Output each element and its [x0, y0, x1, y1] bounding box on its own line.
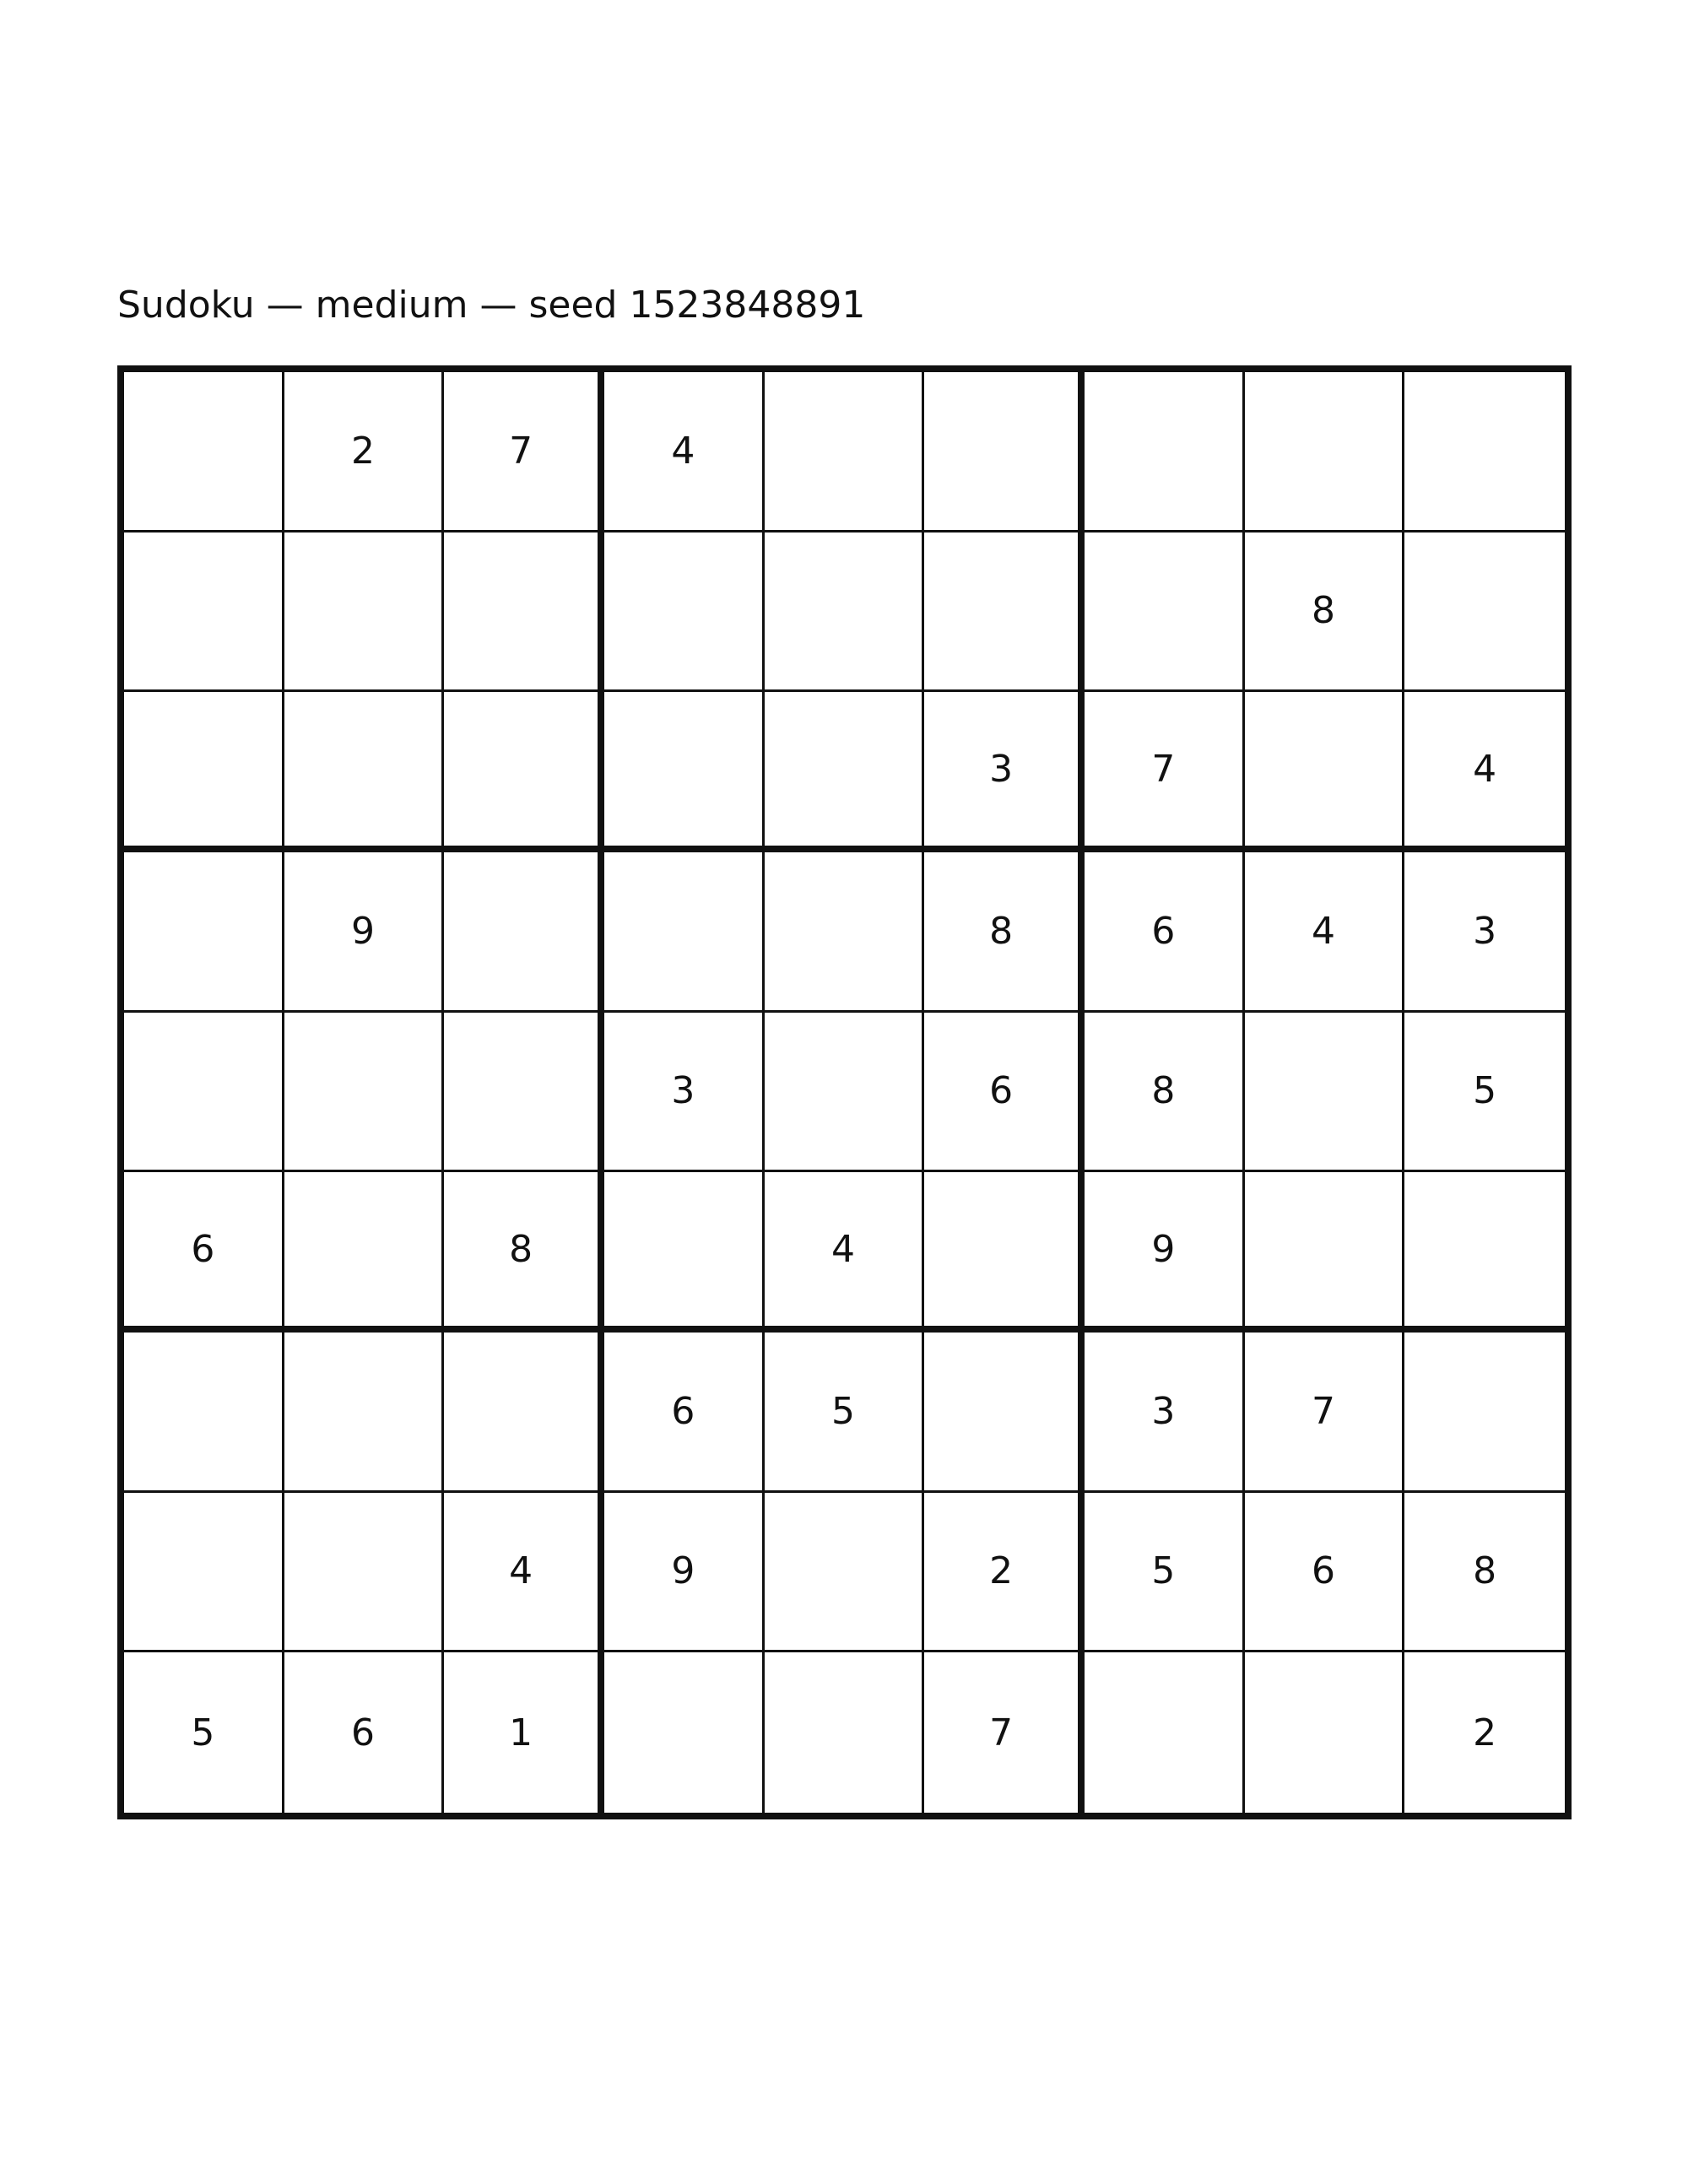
sudoku-cell-r3c1[interactable]: [124, 692, 284, 852]
sudoku-cell-r4c9[interactable]: 3: [1404, 852, 1565, 1013]
sudoku-cell-r5c8[interactable]: [1245, 1013, 1405, 1173]
puzzle-title: Sudoku — medium — seed 1523848891: [117, 284, 866, 327]
sudoku-cell-r2c2[interactable]: [284, 532, 445, 693]
sudoku-cell-r9c4[interactable]: [604, 1652, 765, 1813]
sudoku-cell-r4c7[interactable]: 6: [1085, 852, 1245, 1013]
sudoku-cell-r3c8[interactable]: [1245, 692, 1405, 852]
sudoku-cell-r4c8[interactable]: 4: [1245, 852, 1405, 1013]
sudoku-cell-r9c8[interactable]: [1245, 1652, 1405, 1813]
sudoku-cell-r6c9[interactable]: [1404, 1172, 1565, 1333]
sudoku-cell-r8c1[interactable]: [124, 1493, 284, 1653]
sudoku-cell-r1c2[interactable]: 2: [284, 372, 445, 532]
sudoku-cell-r3c2[interactable]: [284, 692, 445, 852]
sudoku-cell-r4c1[interactable]: [124, 852, 284, 1013]
sudoku-cell-r6c2[interactable]: [284, 1172, 445, 1333]
sudoku-cell-r2c3[interactable]: [444, 532, 604, 693]
sudoku-cell-r8c6[interactable]: 2: [924, 1493, 1085, 1653]
sudoku-cell-r8c5[interactable]: [765, 1493, 925, 1653]
sudoku-cell-r2c1[interactable]: [124, 532, 284, 693]
sudoku-cell-r4c2[interactable]: 9: [284, 852, 445, 1013]
sudoku-cell-r7c5[interactable]: 5: [765, 1333, 925, 1493]
sudoku-cell-r7c7[interactable]: 3: [1085, 1333, 1245, 1493]
sudoku-cell-r3c6[interactable]: 3: [924, 692, 1085, 852]
sudoku-cell-r9c1[interactable]: 5: [124, 1652, 284, 1813]
sudoku-cell-r5c3[interactable]: [444, 1013, 604, 1173]
sudoku-cell-r6c7[interactable]: 9: [1085, 1172, 1245, 1333]
sudoku-cell-r8c7[interactable]: 5: [1085, 1493, 1245, 1653]
sudoku-cell-r6c4[interactable]: [604, 1172, 765, 1333]
sudoku-cell-r5c6[interactable]: 6: [924, 1013, 1085, 1173]
sudoku-cell-r3c4[interactable]: [604, 692, 765, 852]
sudoku-cell-r9c2[interactable]: 6: [284, 1652, 445, 1813]
sudoku-cell-r5c5[interactable]: [765, 1013, 925, 1173]
sudoku-cell-r2c9[interactable]: [1404, 532, 1565, 693]
sudoku-board: [117, 365, 1572, 1819]
sudoku-cell-r1c1[interactable]: [124, 372, 284, 532]
sudoku-cell-r6c5[interactable]: 4: [765, 1172, 925, 1333]
sudoku-cell-r2c6[interactable]: [924, 532, 1085, 693]
sudoku-cell-r7c6[interactable]: [924, 1333, 1085, 1493]
sudoku-cell-r1c9[interactable]: [1404, 372, 1565, 532]
sudoku-cell-r1c7[interactable]: [1085, 372, 1245, 532]
sudoku-cell-r1c6[interactable]: [924, 372, 1085, 532]
sudoku-cell-r7c2[interactable]: [284, 1333, 445, 1493]
sudoku-cell-r7c1[interactable]: [124, 1333, 284, 1493]
sudoku-cell-r1c8[interactable]: [1245, 372, 1405, 532]
sudoku-cell-r9c6[interactable]: 7: [924, 1652, 1085, 1813]
sudoku-cell-r2c5[interactable]: [765, 532, 925, 693]
sudoku-cell-r7c4[interactable]: 6: [604, 1333, 765, 1493]
sudoku-cell-r5c2[interactable]: [284, 1013, 445, 1173]
sudoku-cell-r5c1[interactable]: [124, 1013, 284, 1173]
sudoku-cell-r5c7[interactable]: 8: [1085, 1013, 1245, 1173]
sudoku-cell-r5c4[interactable]: 3: [604, 1013, 765, 1173]
sudoku-cell-r9c7[interactable]: [1085, 1652, 1245, 1813]
sudoku-cell-r7c3[interactable]: [444, 1333, 604, 1493]
sudoku-cell-r4c4[interactable]: [604, 852, 765, 1013]
sudoku-cell-r3c9[interactable]: 4: [1404, 692, 1565, 852]
sudoku-cell-r6c6[interactable]: [924, 1172, 1085, 1333]
sudoku-cell-r9c3[interactable]: 1: [444, 1652, 604, 1813]
sudoku-cell-r8c4[interactable]: 9: [604, 1493, 765, 1653]
sudoku-cell-r8c8[interactable]: 6: [1245, 1493, 1405, 1653]
sudoku-cell-r4c3[interactable]: [444, 852, 604, 1013]
sudoku-cell-r8c2[interactable]: [284, 1493, 445, 1653]
sudoku-cell-r1c3[interactable]: 7: [444, 372, 604, 532]
sudoku-cell-r6c3[interactable]: 8: [444, 1172, 604, 1333]
sudoku-cell-r8c3[interactable]: 4: [444, 1493, 604, 1653]
sudoku-cell-r2c7[interactable]: [1085, 532, 1245, 693]
sudoku-cell-r8c9[interactable]: 8: [1404, 1493, 1565, 1653]
sudoku-cell-r9c5[interactable]: [765, 1652, 925, 1813]
sudoku-cell-r2c4[interactable]: [604, 532, 765, 693]
sudoku-cell-r4c6[interactable]: 8: [924, 852, 1085, 1013]
sudoku-cell-r3c3[interactable]: [444, 692, 604, 852]
sudoku-cell-r2c8[interactable]: 8: [1245, 532, 1405, 693]
sudoku-cell-r3c5[interactable]: [765, 692, 925, 852]
sudoku-cell-r5c9[interactable]: 5: [1404, 1013, 1565, 1173]
sudoku-cell-r4c5[interactable]: [765, 852, 925, 1013]
sudoku-cell-r6c8[interactable]: [1245, 1172, 1405, 1333]
sudoku-cell-r7c8[interactable]: 7: [1245, 1333, 1405, 1493]
sudoku-cell-r9c9[interactable]: 2: [1473, 1711, 1497, 1754]
sudoku-cell-r1c4[interactable]: 4: [604, 372, 765, 532]
sudoku-cell-r3c7[interactable]: 7: [1085, 692, 1245, 852]
sudoku-cell-r7c9[interactable]: [1404, 1333, 1565, 1493]
sudoku-cell-r6c1[interactable]: 6: [124, 1172, 284, 1333]
sudoku-cell-r1c5[interactable]: [765, 372, 925, 532]
